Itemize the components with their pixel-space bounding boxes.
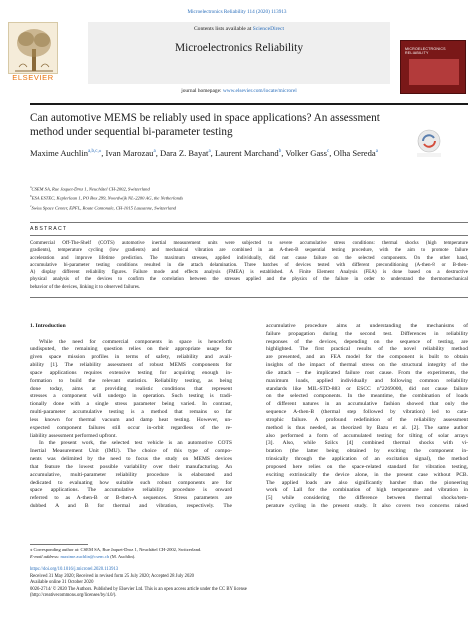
available-online: Available online 31 October 2020 xyxy=(30,580,94,586)
cover-title: MICROELECTRONICS RELIABILITY xyxy=(405,47,446,55)
body-text-line: formation to build the relevant statistics. Reliability testing, as being xyxy=(30,377,232,384)
body-text-line: perature cycling in the present study. It also covers two concerns raised xyxy=(266,503,468,510)
body-text-line: exciting extrinsically the device alone, in the present case without PCB. xyxy=(266,471,468,478)
author-name[interactable]: Olha Sereda xyxy=(333,147,376,158)
body-text-line: The applied loads are also significantly harsher than the pioneering xyxy=(266,479,468,486)
affiliation-line xyxy=(30,193,460,202)
abstract-top-rule xyxy=(30,222,468,223)
body-text-line: tionally done with a single stress parameter being varied. In contrast, xyxy=(30,401,232,408)
author-separator: , xyxy=(329,147,334,158)
abstract-line: behavior of the devices, linking it to observed failures. xyxy=(30,283,141,290)
body-text-line: standards like MIL-STD-883 or ESCC n°2269000, did not cause failure xyxy=(266,385,468,392)
author-name[interactable]: Ivan Marozau xyxy=(105,147,154,158)
email-line xyxy=(30,554,468,561)
homepage-line xyxy=(88,88,390,94)
affiliation-marker: c xyxy=(30,203,32,208)
author-name[interactable]: Volker Gass xyxy=(285,147,327,158)
journal-cover-image xyxy=(400,40,466,94)
body-text-line: Inertial Measurement Unit (IMU). The choice of this type of compo- xyxy=(30,448,232,455)
author-name[interactable]: Dara Z. Bayat xyxy=(160,147,209,158)
author-affiliation-marker[interactable]: c xyxy=(326,149,330,154)
abstract-line: acceleration and improve lifetime prediction. The maximum stresses, applied individually, did not cause failure on the selected components. On the other hand, xyxy=(30,254,468,261)
article-title: Can automotive MEMS be reliably used in space applications? An assessment method under sequential bi-parameter testing xyxy=(30,112,380,138)
doi-link[interactable]: https://doi.org/10.1016/j.microrel.2020.113913 xyxy=(30,567,119,572)
body-text-line: given space mission profiles in terms of safety, reliability and avail- xyxy=(30,354,232,361)
abstract-heading-rule xyxy=(30,235,468,236)
article-history xyxy=(30,567,468,600)
abstract-line: gradients), temperature cycling (low gradients) and mechanical vibration are combined in an A-then-B sequential testing procedure, with the aim to promote failure xyxy=(30,247,468,254)
body-text-line: highlighted. The first practical results of the novel reliability method xyxy=(266,346,468,353)
author-name[interactable]: Laurent Marchand xyxy=(214,147,279,158)
body-text-line: trinsically through the application of an excitation signal), the method xyxy=(266,456,468,463)
abstract-line: Commercial Off-The-Shelf (COTS) automotive inertial measurement units were subjected to severe accumulative stress conditions: thermal shocks (high temperature xyxy=(30,240,468,246)
body-text-line: space applications requires extensive testing for acquiring enough in- xyxy=(30,369,232,376)
abstract-bottom-rule xyxy=(30,297,468,298)
body-text-line: that feature the lowest possible variability over their manufacturing. An xyxy=(30,463,232,470)
email-prefix: E-mail address: xyxy=(30,553,60,559)
body-text-line: die attach – the implicated failure root cause. From the experiments, the xyxy=(266,369,468,376)
body-text-line: [3]. Also, while Szilcs [4] combined thermal shocks with vi- xyxy=(266,440,468,447)
header-divider xyxy=(30,103,468,105)
body-text-line: dedicated to evaluating how suitable such robust components are for xyxy=(30,479,232,486)
author-affiliation-marker[interactable]: a xyxy=(208,149,211,154)
elsevier-tree-icon xyxy=(8,22,58,74)
body-text-line: less known for thermal vacuum and damp heat testing. However, un- xyxy=(30,416,232,423)
contents-prefix: Contents lists available at xyxy=(193,26,252,32)
affiliation-line xyxy=(30,203,460,212)
body-text-line: proposed here relies on the space-related standard for vibration testing, xyxy=(266,463,468,470)
body-text-line: work of Lall for the combination of high temperature and vibration in xyxy=(266,487,468,494)
body-text-line: are presented, and an FEA model for the component is built to obtain xyxy=(266,354,468,361)
body-text-line: referred to as A-then-B or B-then-A sequences. Stress parameters are xyxy=(30,495,232,502)
body-text-line: strophic failure. A profound redefinition of the reliability assessment xyxy=(266,416,468,423)
abstract-text xyxy=(30,240,468,291)
affiliation-text: ESA ESTEC, Keplerlaan 1, PO Box 299, Noordwijk NL-2200 AG, the Netherlands xyxy=(31,195,184,201)
body-text-line: responses of the devices, depending on the sequence of testing, are xyxy=(266,338,468,345)
body-text-line: [5] while considering the difference between thermal shocks/tem- xyxy=(266,495,468,502)
author-separator: , xyxy=(101,147,106,158)
cover-graphic xyxy=(409,59,459,85)
body-text-line: accumulative procedure aims at understanding the mechanisms of xyxy=(266,323,468,329)
homepage-link[interactable]: www.elsevier.com/locate/microrel xyxy=(222,88,297,94)
footnotes xyxy=(30,547,468,560)
body-text-line: While the need for commercial components in space is henceforth xyxy=(39,338,232,345)
elsevier-wordmark: ELSEVIER xyxy=(12,73,54,82)
body-text-line: on the selected components. In the meantime, the combination of loads xyxy=(266,393,468,400)
author-name[interactable]: Maxime Auchlin xyxy=(30,147,88,158)
body-text-line: multi-parameter accumulative testing is a method that remains so far xyxy=(30,409,232,416)
author-separator: , xyxy=(281,147,286,158)
email-suffix: (M. Auchlin). xyxy=(110,553,136,559)
author-affiliation-marker[interactable]: a xyxy=(153,149,156,154)
body-text-line: done today, aims at providing realistic conditions that represent xyxy=(30,385,232,392)
affiliation-text: Swiss Space Center, EPFL, Route Cantonale, CH-1015 Lausanne, Switzerland xyxy=(31,205,176,211)
abstract-line: A) display different reliability figures. Failure mode and effects analysis (FMEA) is established. A Finite Element Analysis (FEA) is done based on a destructive xyxy=(30,269,468,276)
affiliation-list xyxy=(30,184,460,212)
affiliation-marker: a xyxy=(30,185,32,189)
body-text-line: also performed a form of accumulated testing for tilting of solar arrays xyxy=(266,432,468,439)
abstract-line: physical analysis of the devices to confirm the correlation between the stresses applied and the physics of the failure in order to understand the thermomechanical xyxy=(30,276,468,283)
body-text-line: method is thus needed, as theorized by Bazu et al. [2]. The same author xyxy=(266,424,468,431)
body-text-line: expected component failures still occur in-orbit regardless of the re- xyxy=(30,424,232,431)
body-text-line: maximum loads, applied individually and following common reliability xyxy=(266,377,468,384)
author-affiliation-marker[interactable]: a,b,c,⁎ xyxy=(88,149,102,154)
body-text-line: stresses a component will undergo in operation. Such testing is tradi- xyxy=(30,393,232,400)
journal-citation[interactable]: Microelectronics Reliability 114 (2020) 113913 xyxy=(187,9,287,15)
author-affiliation-marker[interactable]: b xyxy=(278,149,282,154)
homepage-prefix: journal homepage: xyxy=(181,88,222,94)
journal-title: Microelectronics Reliability xyxy=(174,42,304,54)
footnote-rule xyxy=(30,544,88,545)
section-heading-introduction: 1. Introduction xyxy=(30,323,66,329)
body-text-line: In the present work, the selected test vehicle is an automotive COTS xyxy=(39,440,232,447)
author-affiliation-marker[interactable]: a xyxy=(375,149,378,154)
body-text-line: of different natures in an accumulative fashion showed that only the xyxy=(266,401,468,408)
body-text-line: undisputed, the remaining question relies on their appropriate usage for xyxy=(30,346,232,353)
body-text-line: bration (the latter being obtained by exciting the component in- xyxy=(266,448,468,455)
affiliation-text: CSEM SA, Rue Jaquet-Droz 1, Neuchâtel CH-2002, Switzerland xyxy=(31,186,150,192)
abstract-line: accumulative bi-parameter testing conditions resulted in die attach delamination. Three batches of devices tested with different preconditioning (A-then-8 or B-then- xyxy=(30,261,468,268)
received-dates: Received 31 May 2020; Received in revised form 25 July 2020; Accepted 28 July 2020 xyxy=(30,573,195,579)
body-text-line: insights of the impact of thermal stress on the structural integrity of the xyxy=(266,362,468,369)
author-separator: , xyxy=(210,147,215,158)
license-line-2: (http://creativecommons.org/licenses/by/4.0/). xyxy=(30,593,117,599)
corresponding-author-note: ⁎ Corresponding author at: CSEM SA, Rue Jaquet-Droz 1, Neuchâtel CH-2002, Switzerland. xyxy=(30,547,202,552)
body-text-line: space applications. The accumulative reliability procedure is onward xyxy=(30,487,232,494)
contents-line xyxy=(88,26,390,32)
author-list xyxy=(30,146,400,159)
abstract-heading: ABSTRACT xyxy=(30,226,68,232)
body-right-column xyxy=(266,323,468,511)
body-text-line: failure propagation during the second test. Differences in reliability xyxy=(266,330,468,337)
body-text-line: liability assessment performed upfront. xyxy=(30,432,117,439)
body-text-line: sequence A-then-B (thermal step followed by vibration) led to cata- xyxy=(266,409,468,416)
affiliation-line xyxy=(30,184,460,193)
author-separator: , xyxy=(155,147,160,158)
body-text-line: nents was delimited by the need to focus the study on MEMS devices xyxy=(30,456,232,463)
email-link[interactable]: maxime.auchlin@csem.ch xyxy=(60,553,110,559)
body-text-line: accumulative, multi-parameter reliability procedure is elaborated and xyxy=(30,471,232,478)
check-for-updates-icon[interactable] xyxy=(414,128,444,158)
body-text-line: ability [1]. The reliability assessment of robust MEMS components for xyxy=(30,362,232,369)
affiliation-marker: b xyxy=(30,194,32,199)
license-line-1: 0026-2714/ © 2020 The Authors. Published by Elsevier Ltd. This is an open access article under the CC BY license xyxy=(30,586,247,592)
body-text-line: dubbed A and B for thermal and vibration, respectively. The xyxy=(30,503,232,510)
body-left-column xyxy=(30,323,232,511)
sciencedirect-link[interactable]: ScienceDirect xyxy=(252,26,285,32)
